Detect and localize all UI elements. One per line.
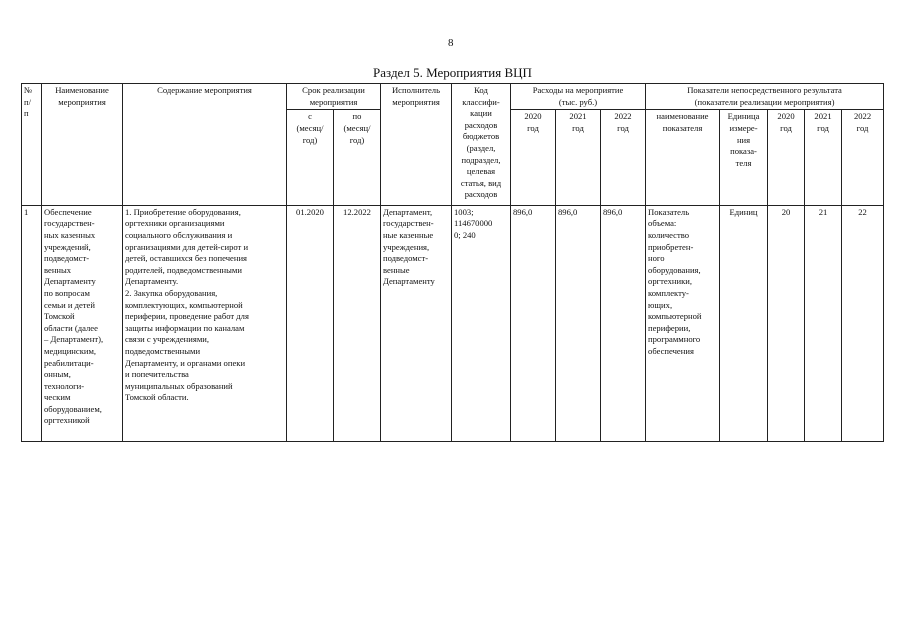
- row-exp-2020: 896,0: [511, 205, 556, 441]
- header-ind-2021: 2021 год: [805, 110, 842, 205]
- header-indicators: Показатели непосредственного результата (показатели реализации мероприятия): [646, 84, 884, 110]
- row-content: 1. Приобретение оборудования, оргтехники организациями социального обслуживания и организациями для детей-сирот и детей, оставшихся без попечения родителей, подведомственными Департаменту. 2. Закупка оборудования, комплектующих, компьютерной периферии, проведение работ для защиты информации по каналам связи с учреждениями, подведомственными Департаменту, и органами опеки и попечительства муниципальных образований Томской области.: [123, 205, 287, 441]
- header-ind-name: наименование показателя: [646, 110, 720, 205]
- header-period-to: по (месяц/ год): [334, 110, 381, 205]
- row-from: 01.2020: [287, 205, 334, 441]
- activities-table: [21, 83, 884, 442]
- header-num: № п/ п: [22, 84, 42, 206]
- table-row: [22, 205, 884, 441]
- section-title: Раздел 5. Мероприятия ВЦП: [373, 65, 532, 80]
- header-exp-2022: 2022 год: [601, 110, 646, 205]
- header-content: Содержание мероприятия: [123, 84, 287, 206]
- row-ind-2021: 21: [805, 205, 842, 441]
- header-ind-2022: 2022 год: [842, 110, 884, 205]
- header-period: Срок реализации мероприятия: [287, 84, 381, 110]
- row-ind-2022: 22: [842, 205, 884, 441]
- row-exp-2021: 896,0: [556, 205, 601, 441]
- header-ind-unit: Единица измере- ния показа- теля: [720, 110, 768, 205]
- header-exp-2021: 2021 год: [556, 110, 601, 205]
- header-exp-2020: 2020 год: [511, 110, 556, 205]
- row-exp-2022: 896,0: [601, 205, 646, 441]
- row-ind-name: Показатель объема: количество приобретен- ного оборудования, оргтехники, комплекту- ющих, компьютерной периферии, программного обеспечения: [646, 205, 720, 441]
- header-executor: Исполнитель мероприятия: [381, 84, 452, 206]
- row-executor: Департамент, государствен- ные казенные учреждения, подведомст- венные Департаменту: [381, 205, 452, 441]
- header-code: Код классифи- кации расходов бюджетов (раздел, подраздел, целевая статья, вид расходов: [452, 84, 511, 206]
- row-code: 1003; 114670000 0; 240: [452, 205, 511, 441]
- row-ind-unit: Единиц: [720, 205, 768, 441]
- header-expenses: Расходы на мероприятие (тыс. руб.): [511, 84, 646, 110]
- header-row: [22, 84, 884, 110]
- header-period-from: с (месяц/ год): [287, 110, 334, 205]
- page-number: 8: [448, 37, 454, 49]
- header-ind-2020: 2020 год: [768, 110, 805, 205]
- row-to: 12.2022: [334, 205, 381, 441]
- row-ind-2020: 20: [768, 205, 805, 441]
- row-name: Обеспечение государствен- ных казенных учреждений, подведомст- венных Департаменту по вопросам семьи и детей Томской области (далее – Департамент), медицинским, реабилитаци- онным, технологи- ческим оборудованием, оргтехникой: [42, 205, 123, 441]
- header-name: Наименование мероприятия: [42, 84, 123, 206]
- row-num: 1: [22, 205, 42, 441]
